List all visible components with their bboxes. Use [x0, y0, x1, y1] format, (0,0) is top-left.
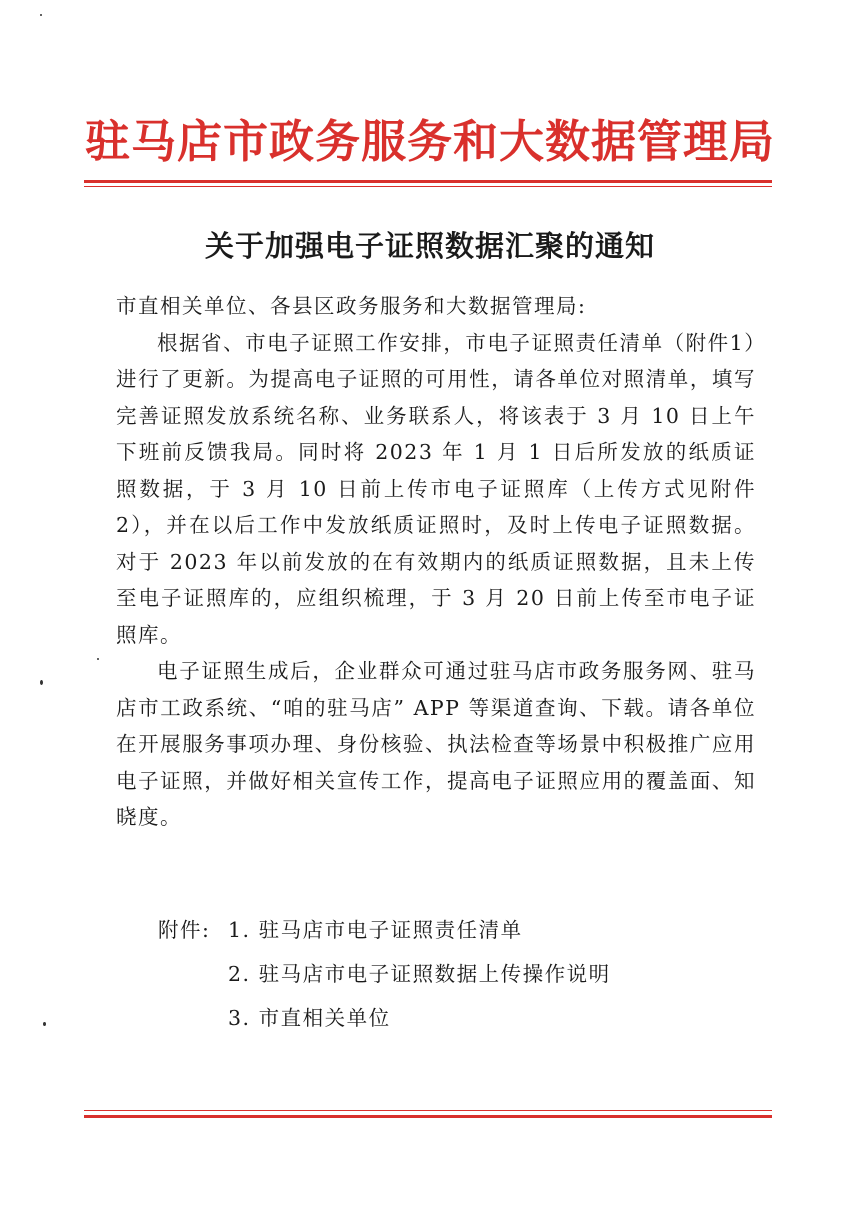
paragraph-2: 电子证照生成后，企业群众可通过驻马店市政务服务网、驻马店市工政系统、“咱的驻马店” APP 等渠道查询、下载。请各单位在开展服务事项办理、身份核验、执法检查等场景中积极推广应用电子证照，并做好相关宣传工作，提高电子证照应用的覆盖面、知晓度。 [116, 659, 756, 829]
scan-speck [97, 658, 99, 660]
notice-title: 关于加强电子证照数据汇聚的通知 [204, 229, 655, 263]
paragraph-1: 根据省、市电子证照工作安排，市电子证照责任清单（附件1）进行了更新。为提高电子证照的可用性，请各单位对照清单，填写完善证照发放系统名称、业务联系人，将该表于 3 月 10 日上午下班前反馈我局。同时将 2023 年 1 月 1 日后所发放的纸质证照数据，于 3 月 10 日前上传市电子证照库（上传方式见附件 2），并在以后工作中发放纸质证照时，及时上传电子证照数据。对于 2023 年以前发放的在有效期内的纸质证照数据，且未上传至电子证照库的，应组织梳理，于 3 月 20 日前上传至市电子证照库。 [116, 330, 756, 647]
attachment-item-3: 3. 市直相关单位 [228, 1006, 391, 1030]
attachment-item-2: 2. 驻马店市电子证照数据上传操作说明 [228, 962, 611, 986]
attachment-row [158, 952, 758, 996]
attachments-label: 附件: [158, 918, 211, 942]
salutation: 市直相关单位、各县区政务服务和大数据管理局: [116, 294, 587, 318]
attachment-item-1: 1. 驻马店市电子证照责任清单 [228, 918, 523, 942]
scan-speck [40, 680, 43, 685]
header-rule-thick [84, 180, 772, 183]
org-name-header: 驻马店市政务服务和大数据管理局 [84, 115, 775, 168]
attachment-row [158, 996, 758, 1040]
footer-rule-thin [84, 1110, 772, 1111]
attachment-row [158, 908, 758, 952]
footer-rule-thick [84, 1115, 772, 1118]
scan-speck [40, 14, 42, 16]
scan-speck [43, 1022, 46, 1026]
notice-body [116, 288, 756, 836]
attachments-list [158, 908, 758, 1040]
header-rule-thin [84, 186, 772, 187]
